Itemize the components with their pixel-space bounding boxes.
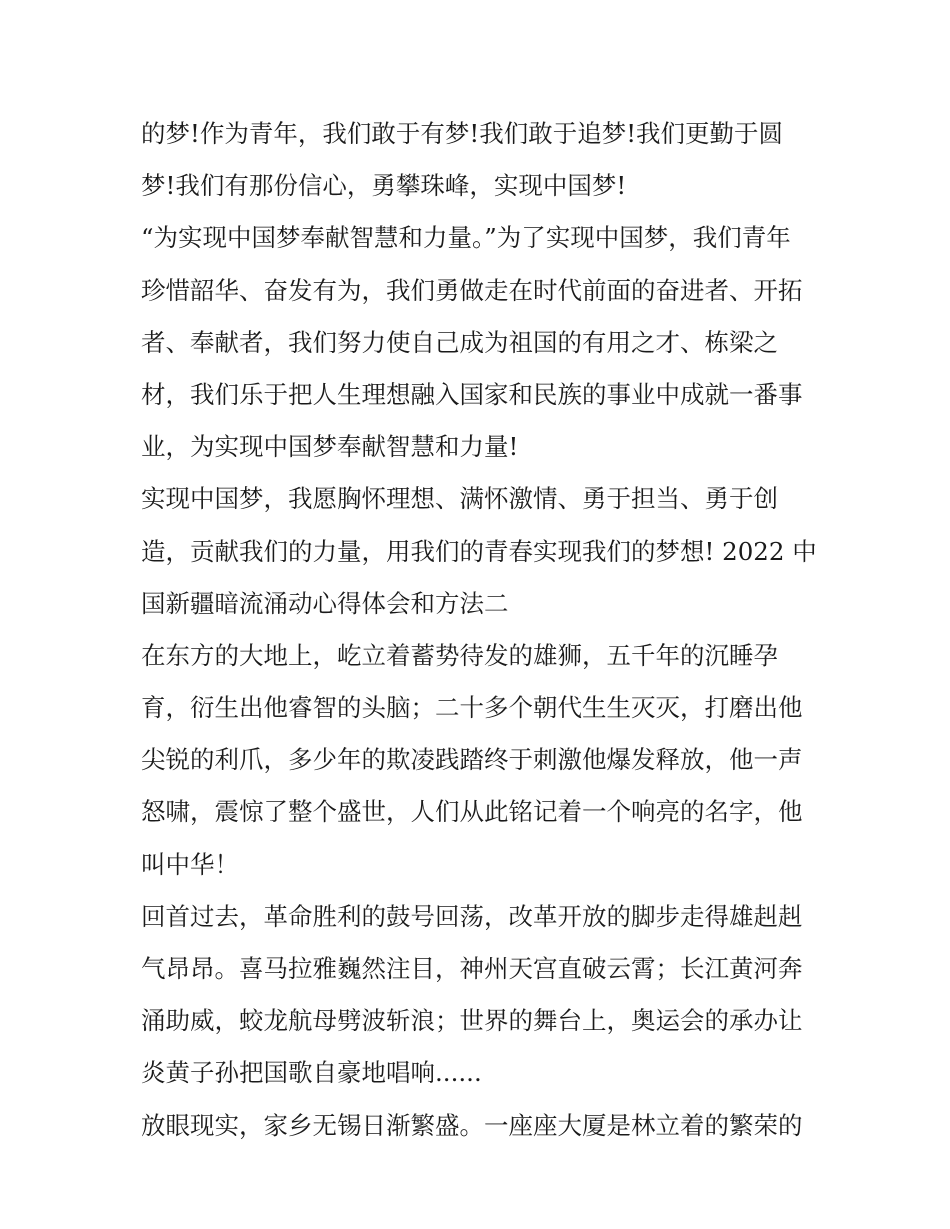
text-line: 者、奉献者，我们努力使自己成为祖国的有用之才、栋梁之 (141, 327, 778, 357)
document-body (141, 108, 821, 1152)
text-line: 回首过去，革命胜利的鼓号回荡，改革开放的脚步走得雄赳赳 (141, 901, 803, 931)
text-line: 在东方的大地上，屹立着蓄势待发的雄狮，五千年的沉睡孕 (141, 640, 778, 670)
text-line: 怒啸，震惊了整个盛世，人们从此铭记着一个响亮的名字，他 (141, 797, 803, 827)
text-line: 涌助威，蛟龙航母劈波斩浪；世界的舞台上，奥运会的承办让 (141, 1006, 803, 1036)
text-line: 实现中国梦，我愿胸怀理想、满怀激情、勇于担当、勇于创 (141, 484, 778, 514)
text-line: 梦!我们有那份信心，勇攀珠峰，实现中国梦! (141, 171, 627, 201)
text-line: 尖锐的利爪，多少年的欺凌践踏终于刺激他爆发释放，他一声 (141, 745, 803, 775)
text-line: 的梦!作为青年，我们敢于有梦!我们敢于追梦!我们更勤于圆 (141, 119, 784, 148)
text-line: 材，我们乐于把人生理想融入国家和民族的事业中成就一番事 (141, 379, 803, 409)
text-line: 叫中华！ (141, 849, 239, 879)
text-line: 放眼现实，家乡无锡日渐繁盛。一座座大厦是林立着的繁荣的 (141, 1110, 803, 1140)
text-line: 国新疆暗流涌动心得体会和方法二 (141, 588, 509, 618)
text-line: 炎黄子孙把国歌自豪地唱响...... (141, 1058, 482, 1088)
text-line: 造，贡献我们的力量，用我们的青春实现我们的梦想! 2022 中 (141, 536, 817, 566)
text-line: 育，衍生出他睿智的头脑；二十多个朝代生生灭灭，打磨出他 (141, 693, 803, 723)
text-line: “为实现中国梦奉献智慧和力量。”为了实现中国梦，我们青年 (141, 223, 791, 253)
text-line: 气昂昂。喜马拉雅巍然注目，神州天宫直破云霄；长江黄河奔 (141, 954, 803, 983)
text-line: 业，为实现中国梦奉献智慧和力量! (141, 432, 519, 462)
text-line: 珍惜韶华、奋发有为，我们勇做走在时代前面的奋进者、开拓 (141, 275, 803, 305)
